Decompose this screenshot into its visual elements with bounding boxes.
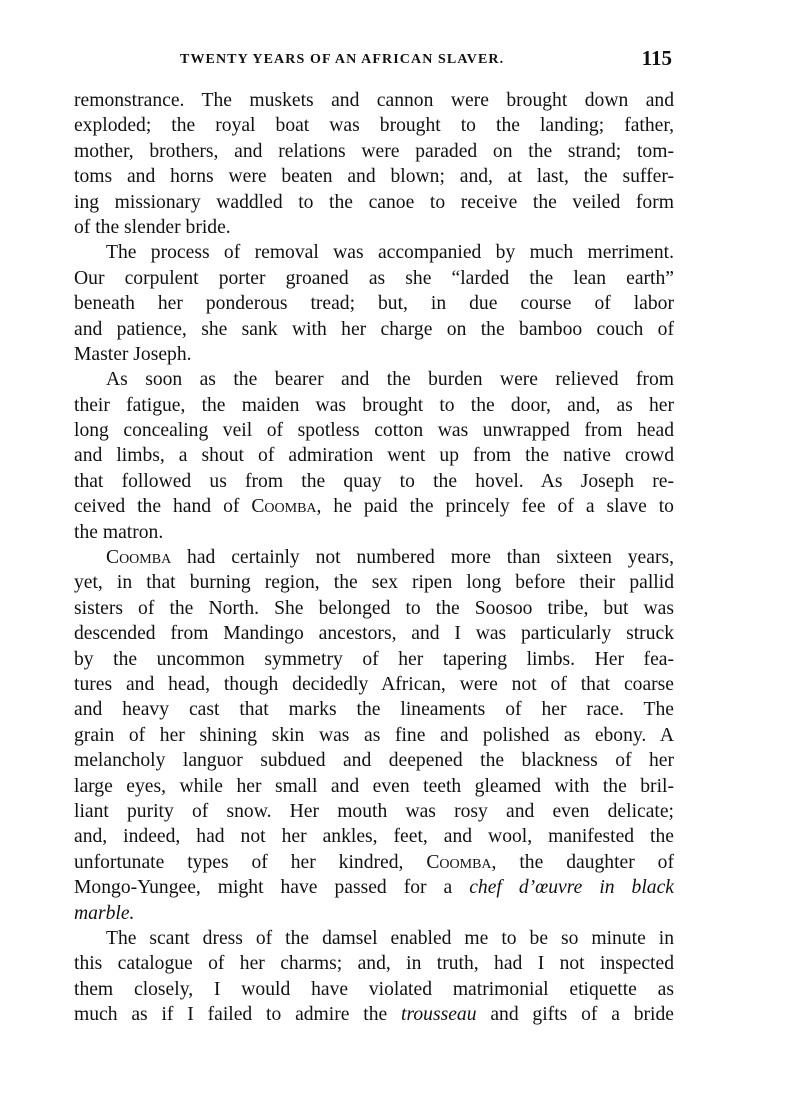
text-line: and patience, she sank with her charge on the bamboo couch of xyxy=(74,318,674,340)
text-line xyxy=(74,494,674,519)
text-line: liant purity of snow. Her mouth was rosy and even delicate; xyxy=(74,800,674,822)
text-line: melancholy languor subdued and deepened the blackness of her xyxy=(74,750,674,772)
text-run: had certainly not numbered more than sixteen years, xyxy=(171,547,674,569)
paragraph xyxy=(74,240,674,367)
text-line xyxy=(74,875,674,900)
text-line: grain of her shining skin was as fine and polished as ebony. A xyxy=(74,724,674,746)
text-line: and limbs, a shout of admiration went up from the native crowd xyxy=(74,445,674,467)
text-line: them closely, I would have violated matrimonial etiquette as xyxy=(74,978,674,1000)
text-line xyxy=(74,545,674,570)
text-line: Master Joseph. xyxy=(74,343,192,365)
text-run: unfortunate types of her kindred, xyxy=(74,851,427,873)
name-coomba: Coomba xyxy=(106,547,172,569)
text-run: , he paid the princely fee of a slave to xyxy=(316,496,674,518)
text-run: ceived the hand of xyxy=(74,496,252,518)
text-run: much as if I failed to admire the xyxy=(74,1004,402,1026)
paragraph xyxy=(74,367,674,545)
text-line: and heavy cast that marks the lineaments of her race. The xyxy=(74,699,674,721)
italic-phrase: chef d’œuvre in black xyxy=(469,877,674,899)
text-line xyxy=(74,850,674,875)
italic-phrase: marble. xyxy=(74,902,135,924)
text-line: mother, brothers, and relations were paraded on the strand; tom- xyxy=(74,140,674,162)
text-line: of the slender bride. xyxy=(74,216,231,238)
text-run: and gifts of a bride xyxy=(476,1004,674,1026)
italic-word-trousseau: trousseau xyxy=(401,1004,477,1026)
text-line: beneath her ponderous tread; but, in due course of labor xyxy=(74,293,674,315)
text-line: and, indeed, had not her ankles, feet, and wool, manifested the xyxy=(74,826,674,848)
text-line: toms and horns were beaten and blown; and, at last, the suffer- xyxy=(74,166,674,188)
text-line: The scant dress of the damsel enabled me to be so minute in xyxy=(106,927,674,949)
running-title: TWENTY YEARS OF AN AFRICAN SLAVER. xyxy=(180,52,505,67)
body-text xyxy=(74,88,674,1027)
paragraph xyxy=(74,926,674,1028)
text-line: yet, in that burning region, the sex ripen long before their pallid xyxy=(74,572,674,594)
text-line: As soon as the bearer and the burden were relieved from xyxy=(106,369,674,391)
page-number: 115 xyxy=(641,46,672,70)
text-line: Our corpulent porter groaned as she “larded the lean earth” xyxy=(74,267,674,289)
name-coomba: Coomba xyxy=(426,851,492,873)
text-line: The process of removal was accompanied by much merriment. xyxy=(106,242,674,264)
text-line: ing missionary waddled to the canoe to receive the veiled form xyxy=(74,191,674,213)
text-run: Mongo-Yungee, might have passed for a xyxy=(74,877,470,899)
text-line: large eyes, while her small and even teeth gleamed with the bril- xyxy=(74,775,674,797)
paragraph xyxy=(74,88,674,240)
text-line xyxy=(74,1002,674,1027)
name-coomba: Coomba xyxy=(251,496,317,518)
text-line: sisters of the North. She belonged to the Soosoo tribe, but was xyxy=(74,597,674,619)
paragraph xyxy=(74,545,674,926)
text-line: exploded; the royal boat was brought to the landing; father, xyxy=(74,115,674,137)
text-line: descended from Mandingo ancestors, and I was particularly struck xyxy=(74,623,674,645)
text-line: long concealing veil of spotless cotton was unwrapped from head xyxy=(74,420,674,442)
page-header xyxy=(74,48,672,74)
text-line: this catalogue of her charms; and, in truth, had I not inspected xyxy=(74,953,674,975)
text-line: that followed us from the quay to the hovel. As Joseph re- xyxy=(74,470,674,492)
text-run: , the daughter of xyxy=(491,851,675,873)
text-line: remonstrance. The muskets and cannon were brought down and xyxy=(74,90,674,111)
text-line: their fatigue, the maiden was brought to the door, and, as her xyxy=(74,394,674,416)
text-line: the matron. xyxy=(74,521,164,543)
text-line: tures and head, though decidedly African, were not of that coarse xyxy=(74,673,674,695)
text-line xyxy=(74,901,674,926)
text-line: by the uncommon symmetry of her tapering limbs. Her fea- xyxy=(74,648,674,670)
